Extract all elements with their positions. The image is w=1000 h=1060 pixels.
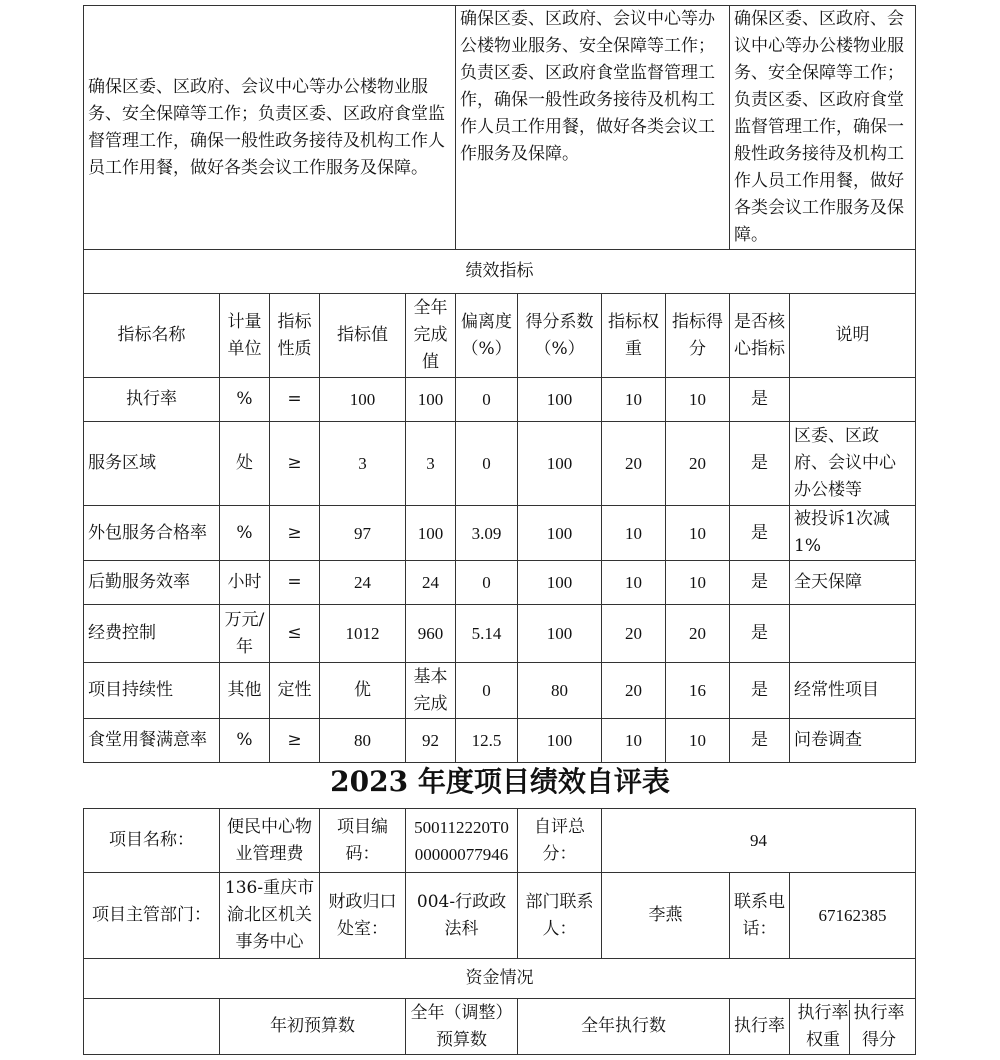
funds-section-row <box>84 959 916 999</box>
goals-row <box>84 6 916 250</box>
cell-nature: ≤ <box>270 605 320 663</box>
cell-actual: 3 <box>406 422 456 506</box>
cell-nature: ≥ <box>270 719 320 763</box>
cell-core: 是 <box>730 378 790 422</box>
table-row <box>84 719 916 763</box>
cell-weight: 10 <box>602 506 666 561</box>
cell-note: 被投诉1次减1% <box>790 506 916 561</box>
cell-nature: = <box>270 378 320 422</box>
cell-note: 区委、区政府、会议中心办公楼等 <box>790 422 916 506</box>
cell-weight: 20 <box>602 605 666 663</box>
cell-unit: 处 <box>220 422 270 506</box>
perf-section-row <box>84 250 916 294</box>
cell-name: 执行率 <box>84 378 220 422</box>
header-unit: 计量单位 <box>220 294 270 378</box>
cell-core: 是 <box>730 719 790 763</box>
cell-score: 16 <box>666 663 730 719</box>
goal-cell-1: 确保区委、区政府、会议中心等办公楼物业服务、安全保障等工作；负责区委、区政府食堂监督管理工作，确保一般性政务接待及机构工作人员工作用餐，做好各类会议工作服务及保障。 <box>84 6 456 250</box>
table-row <box>84 663 916 719</box>
cell-target: 97 <box>320 506 406 561</box>
funds-section-title: 资金情况 <box>84 959 916 999</box>
cell-actual: 100 <box>406 506 456 561</box>
cell-unit: 小时 <box>220 561 270 605</box>
table-row <box>84 506 916 561</box>
project-code-label: 项目编码： <box>320 809 406 873</box>
cell-actual: 基本完成 <box>406 663 456 719</box>
header-deviation: 偏离度（%） <box>456 294 518 378</box>
cell-note <box>790 378 916 422</box>
cell-name: 服务区域 <box>84 422 220 506</box>
cell-deviation: 0 <box>456 663 518 719</box>
cell-deviation: 12.5 <box>456 719 518 763</box>
cell-nature: ≥ <box>270 506 320 561</box>
goal-cell-2: 确保区委、区政府、会议中心等办公楼物业服务、安全保障等工作；负责区委、区政府食堂监督管理工作，确保一般性政务接待及机构工作人员工作用餐，做好各类会议工作服务及保障。 <box>456 6 730 250</box>
funds-header-executed: 全年执行数 <box>518 999 730 1055</box>
cell-note <box>790 605 916 663</box>
cell-deviation: 0 <box>456 561 518 605</box>
phone-value: 67162385 <box>790 873 916 959</box>
performance-table <box>83 5 916 763</box>
header-coefficient: 得分系数（%） <box>518 294 602 378</box>
cell-score: 10 <box>666 378 730 422</box>
cell-note: 问卷调查 <box>790 719 916 763</box>
cell-name: 经费控制 <box>84 605 220 663</box>
cell-core: 是 <box>730 506 790 561</box>
funds-header-row <box>84 999 916 1055</box>
cell-core: 是 <box>730 663 790 719</box>
project-code-value: 500112220T000000077946 <box>406 809 518 873</box>
cell-score: 20 <box>666 605 730 663</box>
office-value: 004-行政政法科 <box>406 873 518 959</box>
cell-score: 10 <box>666 719 730 763</box>
cell-deviation: 5.14 <box>456 605 518 663</box>
cell-target: 24 <box>320 561 406 605</box>
cell-coefficient: 100 <box>518 378 602 422</box>
cell-unit: 万元/年 <box>220 605 270 663</box>
cell-actual: 24 <box>406 561 456 605</box>
cell-deviation: 3.09 <box>456 506 518 561</box>
score-value: 94 <box>602 809 916 873</box>
contact-label: 部门联系人： <box>518 873 602 959</box>
header-note: 说明 <box>790 294 916 378</box>
cell-unit: % <box>220 719 270 763</box>
cell-weight: 10 <box>602 719 666 763</box>
project-name-row <box>84 809 916 873</box>
funds-header-weight-score <box>790 999 916 1055</box>
cell-coefficient: 100 <box>518 506 602 561</box>
table-row <box>84 378 916 422</box>
header-nature: 指标性质 <box>270 294 320 378</box>
score-label: 自评总分： <box>518 809 602 873</box>
cell-coefficient: 80 <box>518 663 602 719</box>
cell-score: 20 <box>666 422 730 506</box>
funds-header-initial: 年初预算数 <box>220 999 406 1055</box>
project-info-table <box>83 808 916 1055</box>
cell-name: 项目持续性 <box>84 663 220 719</box>
cell-target: 3 <box>320 422 406 506</box>
cell-note: 全天保障 <box>790 561 916 605</box>
cell-weight: 20 <box>602 422 666 506</box>
cell-nature: ≥ <box>270 422 320 506</box>
cell-target: 80 <box>320 719 406 763</box>
cell-target: 100 <box>320 378 406 422</box>
cell-name: 食堂用餐满意率 <box>84 719 220 763</box>
header-indicator-name: 指标名称 <box>84 294 220 378</box>
project-name-label: 项目名称： <box>84 809 220 873</box>
table-row <box>84 605 916 663</box>
cell-unit: % <box>220 506 270 561</box>
cell-nature: = <box>270 561 320 605</box>
perf-header-row <box>84 294 916 378</box>
header-score: 指标得分 <box>666 294 730 378</box>
project-name-value: 便民中心物业管理费 <box>220 809 320 873</box>
header-actual: 全年完成值 <box>406 294 456 378</box>
table-row <box>84 561 916 605</box>
header-target: 指标值 <box>320 294 406 378</box>
cell-core: 是 <box>730 561 790 605</box>
phone-label: 联系电话： <box>730 873 790 959</box>
cell-actual: 960 <box>406 605 456 663</box>
cell-core: 是 <box>730 422 790 506</box>
cell-score: 10 <box>666 506 730 561</box>
funds-header-weight: 执行率权重 <box>797 1002 849 1050</box>
cell-target: 1012 <box>320 605 406 663</box>
cell-weight: 10 <box>602 378 666 422</box>
cell-score: 10 <box>666 561 730 605</box>
cell-deviation: 0 <box>456 422 518 506</box>
funds-blank-cell <box>84 999 220 1055</box>
table-row <box>84 422 916 506</box>
contact-value: 李燕 <box>602 873 730 959</box>
page-title: 2023 年度项目绩效自评表 <box>330 765 670 798</box>
header-weight: 指标权重 <box>602 294 666 378</box>
cell-coefficient: 100 <box>518 561 602 605</box>
header-core: 是否核心指标 <box>730 294 790 378</box>
funds-header-rate: 执行率 <box>730 999 790 1055</box>
cell-core: 是 <box>730 605 790 663</box>
project-dept-row <box>84 873 916 959</box>
cell-name: 外包服务合格率 <box>84 506 220 561</box>
cell-coefficient: 100 <box>518 605 602 663</box>
office-label: 财政归口处室： <box>320 873 406 959</box>
goal-cell-3: 确保区委、区政府、会议中心等办公楼物业服务、安全保障等工作；负责区委、区政府食堂监督管理工作，确保一般性政务接待及机构工作人员工作用餐，做好各类会议工作服务及保障。 <box>730 6 916 250</box>
cell-name: 后勤服务效率 <box>84 561 220 605</box>
cell-actual: 92 <box>406 719 456 763</box>
cell-unit: 其他 <box>220 663 270 719</box>
cell-weight: 20 <box>602 663 666 719</box>
dept-label: 项目主管部门： <box>84 873 220 959</box>
cell-target: 优 <box>320 663 406 719</box>
funds-header-score: 执行率得分 <box>849 1000 908 1054</box>
perf-section-title: 绩效指标 <box>84 250 916 294</box>
cell-deviation: 0 <box>456 378 518 422</box>
cell-coefficient: 100 <box>518 422 602 506</box>
cell-actual: 100 <box>406 378 456 422</box>
dept-value: 136-重庆市渝北区机关事务中心 <box>220 873 320 959</box>
cell-coefficient: 100 <box>518 719 602 763</box>
cell-weight: 10 <box>602 561 666 605</box>
funds-header-adjusted: 全年（调整）预算数 <box>406 999 518 1055</box>
cell-unit: % <box>220 378 270 422</box>
cell-nature: 定性 <box>270 663 320 719</box>
cell-note: 经常性项目 <box>790 663 916 719</box>
